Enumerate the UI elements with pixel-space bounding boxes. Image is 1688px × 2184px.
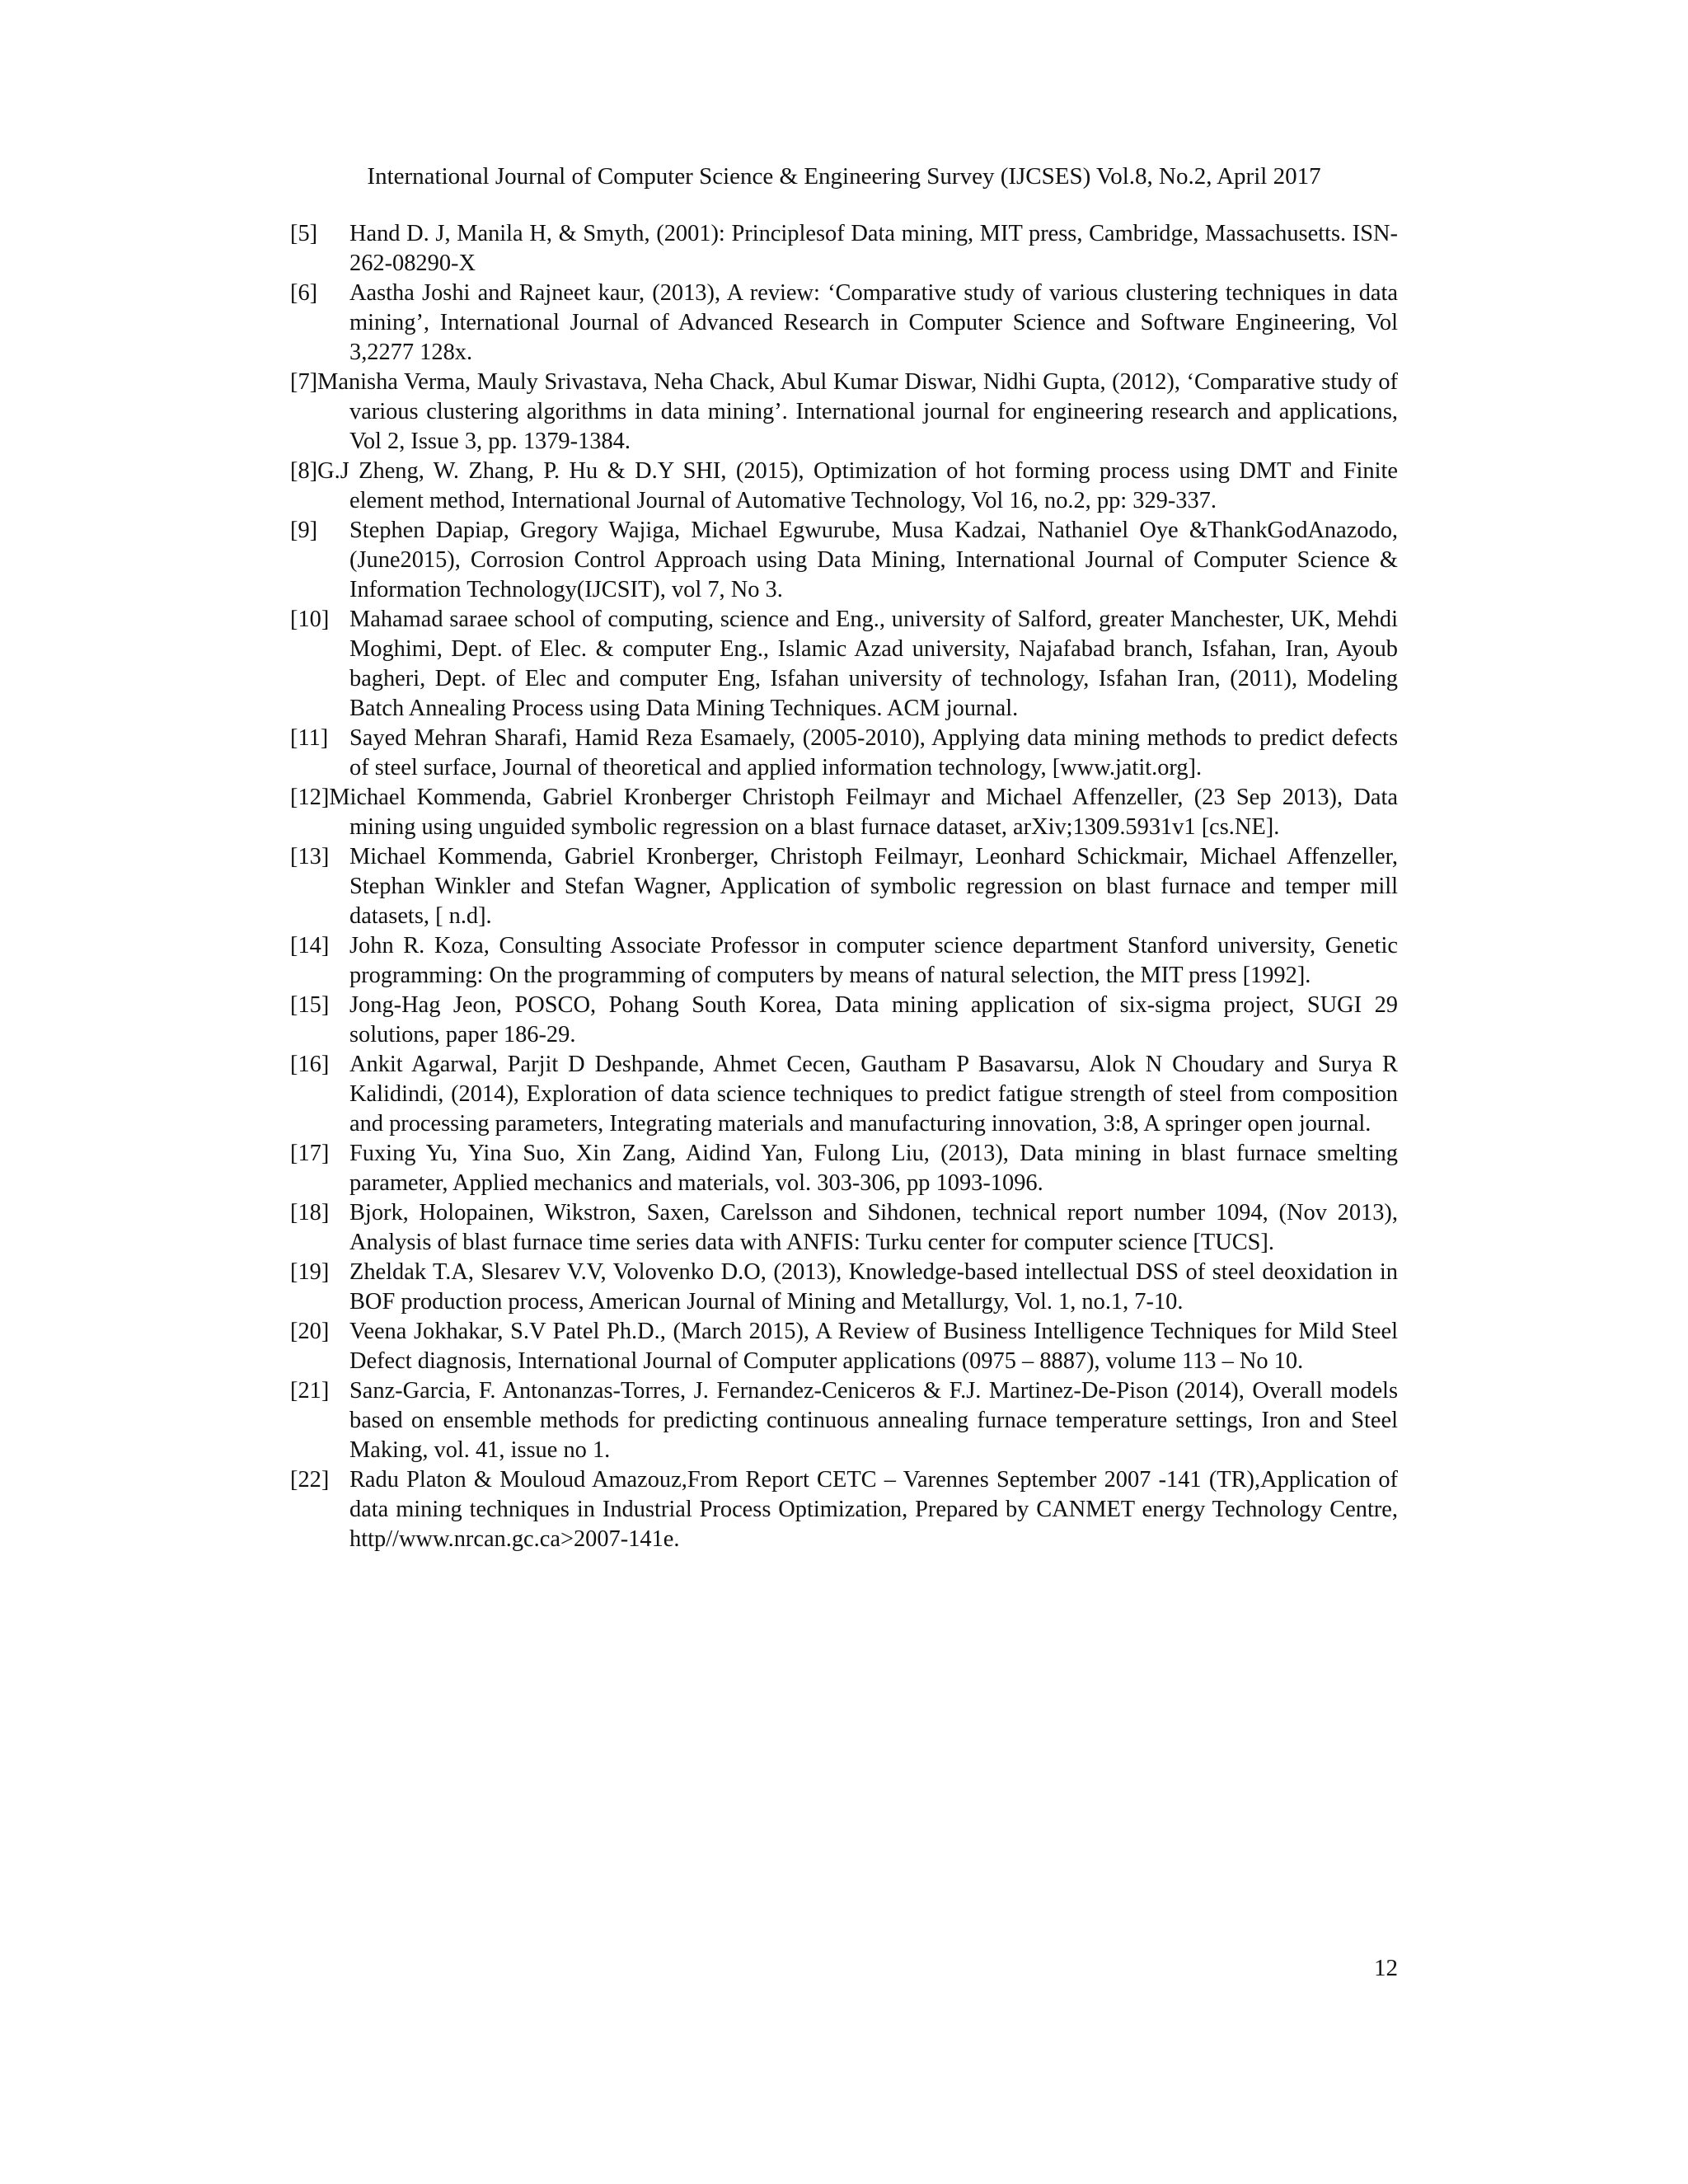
page-number: 12 [1374,1955,1398,1981]
reference-text: Mahamad saraee school of computing, science and Eng., university of Salford, greater Manchester, UK, Mehdi Moghimi, Dept. of Elec. & computer Eng., Islamic Azad university, Najafabad branch, Isfahan, Iran, Ayoub bagheri, Dept. of Elec and computer Eng, Isfahan university of technology, Isfahan Iran, (2011), Modeling Batch Annealing Process using Data Mining Techniques. ACM journal. [349,607,1398,721]
reference-text: Fuxing Yu, Yina Suo, Xin Zang, Aidind Yan, Fulong Liu, (2013), Data mining in blast furnace smelting parameter, Applied mechanics and materials, vol. 303-306, pp 1093-1096. [349,1141,1398,1196]
reference-number: [13] [290,844,330,869]
reference-number: [16] [290,1052,330,1077]
reference-text: Zheldak T.A, Slesarev V.V, Volovenko D.O, (2013), Knowledge-based intellectual DSS of steel deoxidation in BOF production process, American Journal of Mining and Metallurgy, Vol. 1, no.1, 7-10. [349,1259,1398,1315]
reference-text: Ankit Agarwal, Parjit D Deshpande, Ahmet Cecen, Gautham P Basavarsu, Alok N Choudary and Surya R Kalidindi, (2014), Exploration of data science techniques to predict fatigue strength of steel from composition and processing parameters, Integrating materials and manufacturing innovation, 3:8, A springer open journal. [349,1052,1398,1137]
reference-list [290,219,1398,1554]
reference-number: [10] [290,607,330,632]
reference-item [290,1465,1398,1554]
running-header: International Journal of Computer Science & Engineering Survey (IJCSES) Vol.8, No.2, April 2017 [367,163,1321,190]
reference-number: [22] [290,1467,330,1493]
reference-text: Veena Jokhakar, S.V Patel Ph.D., (March 2015), A Review of Business Intelligence Techniques for Mild Steel Defect diagnosis, International Journal of Computer applications (0975 – 8887), volume 113 – No 10. [349,1319,1398,1374]
reference-item [290,219,1398,279]
reference-number: [5] [290,221,318,246]
reference-number: [21] [290,1378,330,1404]
reference-item [290,457,1398,516]
reference-item [290,1198,1398,1258]
reference-number: [15] [290,992,330,1018]
reference-number: [12] [290,785,330,810]
reference-number: [8] [290,458,318,484]
reference-text: Aastha Joshi and Rajneet kaur, (2013), A review: ‘Comparative study of various clustering techniques in data mining’, International Journal of Advanced Research in Computer Science and Software Engineering, Vol 3,2277 128x. [349,280,1398,365]
reference-number: [11] [290,725,329,751]
reference-item [290,991,1398,1050]
reference-item [290,724,1398,783]
reference-number: [19] [290,1259,330,1285]
reference-number: [18] [290,1200,330,1226]
reference-number: [6] [290,280,318,306]
reference-number: [14] [290,933,330,958]
reference-item [290,1258,1398,1317]
reference-item [290,279,1398,368]
reference-number: [9] [290,518,318,543]
reference-item [290,1317,1398,1376]
reference-text: Manisha Verma, Mauly Srivastava, Neha Chack, Abul Kumar Diswar, Nidhi Gupta, (2012), ‘Comparative study of various clustering algorithms in data mining’. International journal for engineering research and applications, Vol 2, Issue 3, pp. 1379-1384. [317,369,1398,454]
reference-number: [17] [290,1141,330,1166]
reference-text: Stephen Dapiap, Gregory Wajiga, Michael Egwurube, Musa Kadzai, Nathaniel Oye &ThankGodAnazodo, (June2015), Corrosion Control Approach using Data Mining, International Journal of Computer Science & Information Technology(IJCSIT), vol 7, No 3. [349,518,1398,602]
reference-number: [7] [290,369,318,395]
reference-number: [20] [290,1319,330,1344]
reference-text: Sayed Mehran Sharafi, Hamid Reza Esamaely, (2005-2010), Applying data mining methods to predict defects of steel surface, Journal of theoretical and applied information technology, [www.jatit.org]. [349,725,1398,780]
reference-item [290,368,1398,457]
reference-item [290,1050,1398,1139]
reference-text: Michael Kommenda, Gabriel Kronberger, Christoph Feilmayr, Leonhard Schickmair, Michael Affenzeller, Stephan Winkler and Stefan Wagner, Application of symbolic regression on blast furnace and temper mill datasets, [ n.d]. [349,844,1398,929]
reference-item [290,783,1398,842]
reference-text: Jong-Hag Jeon, POSCO, Pohang South Korea, Data mining application of six-sigma project, SUGI 29 solutions, paper 186-29. [349,992,1398,1047]
reference-item [290,516,1398,605]
reference-text: G.J Zheng, W. Zhang, P. Hu & D.Y SHI, (2015), Optimization of hot forming process using DMT and Finite element method, International Journal of Automative Technology, Vol 16, no.2, pp: 329-337. [317,458,1398,513]
reference-item [290,842,1398,931]
reference-text: John R. Koza, Consulting Associate Professor in computer science department Stanford university, Genetic programming: On the programming of computers by means of natural selection, the MIT press [1992]. [349,933,1398,988]
reference-item [290,605,1398,724]
reference-item [290,931,1398,991]
reference-text: Bjork, Holopainen, Wikstron, Saxen, Carelsson and Sihdonen, technical report number 1094, (Nov 2013), Analysis of blast furnace time series data with ANFIS: Turku center for computer science [TUCS]. [349,1200,1398,1255]
reference-item [290,1139,1398,1198]
reference-item [290,1376,1398,1465]
reference-text: Radu Platon & Mouloud Amazouz,From Report CETC – Varennes September 2007 -141 (TR),Application of data mining techniques in Industrial Process Optimization, Prepared by CANMET energy Technology Centre, http//www.nrcan.gc.ca>2007-141e. [349,1467,1398,1552]
reference-text: Hand D. J, Manila H, & Smyth, (2001): Principlesof Data mining, MIT press, Cambridge, Massachusetts. ISN-262-08290-X [349,221,1398,276]
reference-text: Michael Kommenda, Gabriel Kronberger Christoph Feilmayr and Michael Affenzeller, (23 Sep 2013), Data mining using unguided symbolic regression on a blast furnace dataset, arXiv;1309.5931v1 [cs.NE]. [329,785,1398,840]
reference-text: Sanz-Garcia, F. Antonanzas-Torres, J. Fernandez-Ceniceros & F.J. Martinez-De-Pison (2014), Overall models based on ensemble methods for predicting continuous annealing furnace temperature settings, Iron and Steel Making, vol. 41, issue no 1. [349,1378,1398,1463]
